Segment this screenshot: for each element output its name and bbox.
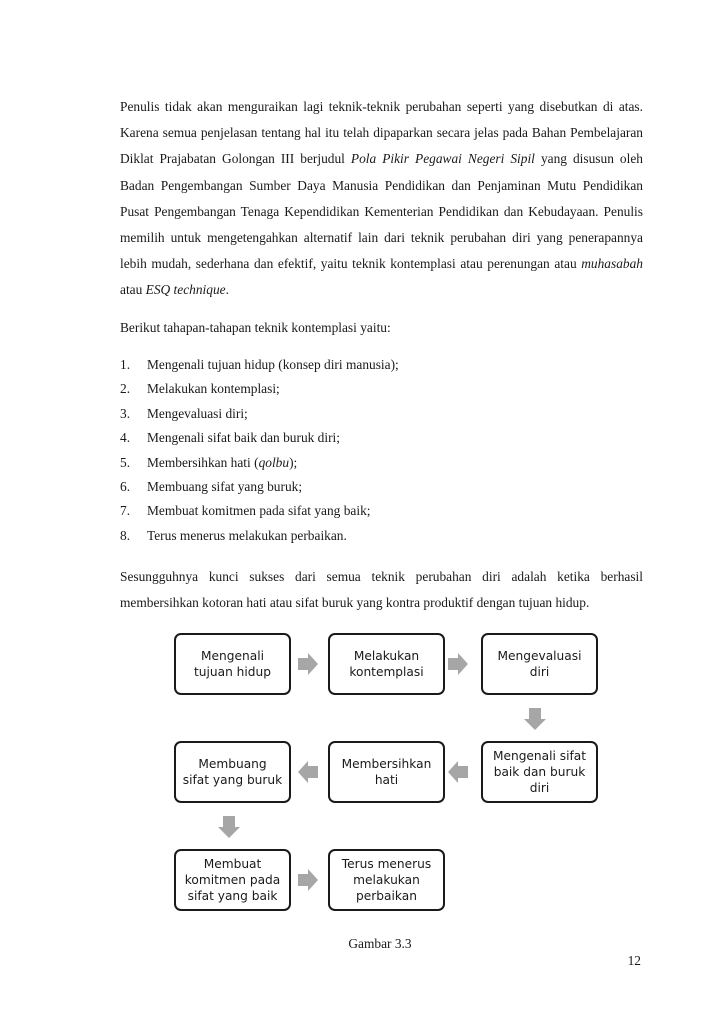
- diagram-box-7: Membuat komitmen pada sifat yang baik: [174, 849, 291, 911]
- arrow-right-icon: [448, 653, 468, 675]
- arrow-right-icon: [298, 653, 318, 675]
- list-item: 3. Mengevaluasi diri;: [120, 405, 248, 421]
- diagram-box-2: Melakukan kontemplasi: [328, 633, 445, 695]
- figure-caption: Gambar 3.3: [348, 936, 412, 951]
- arrow-down-icon: [524, 708, 546, 730]
- steps-list: [120, 353, 399, 548]
- list-item: 8. Terus menerus melakukan perbaikan.: [120, 527, 347, 543]
- list-item: 5. Membersihkan hati (qolbu);: [120, 454, 298, 470]
- diagram-box-5: Membersihkan hati: [328, 741, 445, 803]
- list-item: 6. Membuang sifat yang buruk;: [120, 478, 303, 494]
- body-paragraph-2: Berikut tahapan-tahapan teknik kontemplasi yaitu:: [120, 320, 391, 335]
- diagram-box-6: Membuang sifat yang buruk: [174, 741, 291, 803]
- arrow-down-icon: [218, 816, 240, 838]
- diagram-box-1: Mengenali tujuan hidup: [174, 633, 291, 695]
- arrow-left-icon: [448, 761, 468, 783]
- diagram-box-3: Mengevaluasi diri: [481, 633, 598, 695]
- diagram-box-4: Mengenali sifat baik dan buruk diri: [481, 741, 598, 803]
- list-item: 4. Mengenali sifat baik dan buruk diri;: [120, 430, 341, 446]
- list-item: 1. Mengenali tujuan hidup (konsep diri manusia);: [120, 357, 399, 372]
- list-item: 2. Melakukan kontemplasi;: [120, 381, 280, 397]
- body-paragraph-3: Sesungguhnya kunci sukses dari semua teknik perubahan diri adalah ketika berhasil membersihkan kotoran hati atau sifat buruk yang kontra produktif dengan tujuan hidup.: [120, 569, 643, 611]
- arrow-right-icon: [298, 869, 318, 891]
- page-number: 12: [627, 953, 641, 968]
- diagram-box-8: Terus menerus melakukan perbaikan: [328, 849, 445, 911]
- list-item: 7. Membuat komitmen pada sifat yang baik;: [120, 503, 371, 519]
- body-paragraph-1: Penulis tidak akan menguraikan lagi teknik-teknik perubahan seperti yang disebutkan di atas. Karena semua penjelasan tentang hal itu telah dipaparkan secara jelas pada Bahan Pembelajaran Diklat Prajabatan Golongan III berjudul Pola Pikir Pegawai Negeri Sipil yang disusun oleh Badan Pengembangan Sumber Daya Manusia Pendidikan dan Penjaminan Mutu Pendidikan Pusat Pengembangan Tenaga Kependidikan Kementerian Pendidikan dan Kebudayaan. Penulis memilih untuk mengetengahkan alternatif lain dari teknik perubahan diri yang penerapannya lebih mudah, sederhana dan efektif, yaitu teknik kontemplasi atau perenungan atau muhasabah atau ESQ technique.: [120, 99, 643, 298]
- arrow-left-icon: [298, 761, 318, 783]
